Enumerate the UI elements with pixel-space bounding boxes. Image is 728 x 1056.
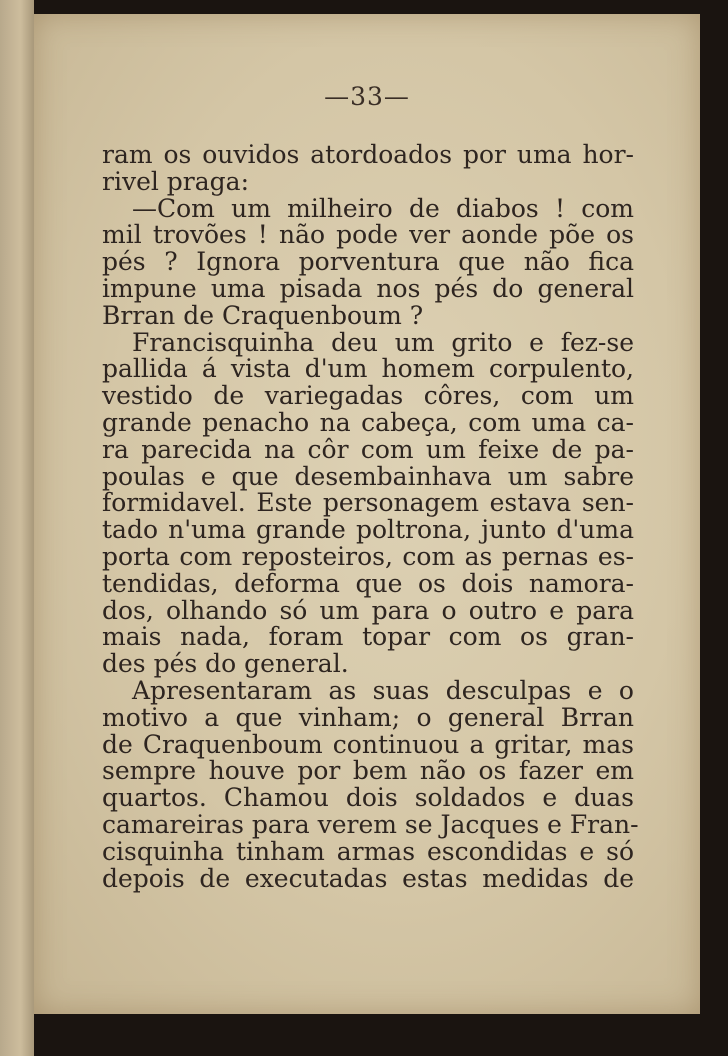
text-line: grande penacho na cabeça, com uma ca- [102, 407, 634, 437]
text-line: pallida á vista d'um homem corpulento, [102, 354, 634, 384]
text-line: mil trovões ! não pode ver aonde põe os [102, 220, 634, 250]
text-line: rivel praga: [102, 166, 249, 196]
text-line: pés ? Ignora porventura que não fica [102, 247, 634, 277]
text-line: Brran de Craquenboum ? [102, 300, 424, 330]
text-line: tendidas, deforma que os dois namora- [102, 568, 634, 598]
text-line: Apresentaram as suas desculpas e o [132, 675, 634, 705]
text-line: ra parecida na côr com um feixe de pa- [102, 434, 634, 464]
text-line: Francisquinha deu um grito e fez-se [132, 327, 634, 357]
text-line: sempre houve por bem não os fazer em [102, 756, 634, 786]
text-line: tado n'uma grande poltrona, junto d'uma [102, 515, 634, 545]
text-line: —Com um milheiro de diabos ! com [132, 193, 634, 223]
text-line: camareiras para verem se Jacques e Fran- [102, 809, 639, 839]
text-line: cisquinha tinham armas escondidas e só [102, 836, 634, 866]
text-line: motivo a que vinham; o general Brran [102, 702, 634, 732]
text-line: vestido de variegadas côres, com um [102, 381, 634, 411]
text-line: porta com reposteiros, com as pernas es- [102, 541, 634, 571]
text-line: depois de executadas estas medidas de [102, 863, 634, 893]
text-line: poulas e que desembainhava um sabre [102, 461, 634, 491]
text-line: ram os ouvidos atordoados por uma hor- [102, 140, 634, 169]
text-line: quartos. Chamou dois soldados e duas [102, 783, 634, 813]
page-number: —33— [324, 82, 410, 111]
text-line: impune uma pisada nos pés do general [102, 273, 634, 303]
book-spine-edge [0, 0, 34, 1056]
body-text [102, 140, 639, 893]
text-line: de Craquenboum continuou a gritar, mas [102, 729, 634, 759]
text-line: des pés do general. [102, 649, 349, 679]
book-page [34, 14, 700, 1014]
text-line: mais nada, foram topar com os gran- [102, 622, 634, 652]
text-line: formidavel. Este personagem estava sen- [102, 488, 634, 518]
text-line: dos, olhando só um para o outro e para [102, 595, 634, 625]
